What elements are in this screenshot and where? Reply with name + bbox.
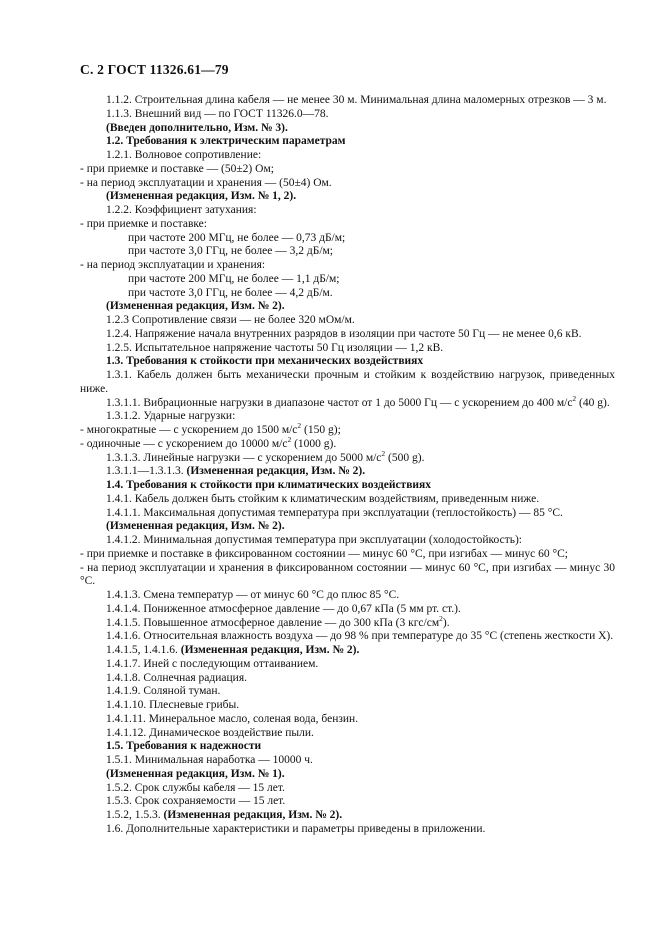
paragraph: 1.1.3. Внешний вид — по ГОСТ 11326.0—78. — [106, 107, 329, 120]
paragraph: 1.3.1. Кабель должен быть механически прочным и стойким к воздействию нагрузок, приведенных ниже. — [80, 369, 615, 395]
paragraph: 1.4.1.9. Соляной туман. — [106, 685, 221, 698]
paragraph: 1.4.1.1. Максимальная допустимая температура при эксплуатации (теплостойкость) — 85 °С. — [106, 506, 563, 519]
page-header: С. 2 ГОСТ 11326.61—79 — [80, 62, 229, 77]
paragraph: при частоте 3,0 ГГц, не более — 4,2 дБ/м. — [128, 286, 333, 299]
paragraph: 1.5.3. Срок сохраняемости — 15 лет. — [106, 795, 286, 808]
paragraph: 1.6. Дополнительные характеристики и параметры приведены в приложении. — [106, 822, 486, 835]
section-heading: 1.2. Требования к электрическим параметрам — [106, 135, 346, 148]
section-heading: 1.3. Требования к стойкости при механических воздействиях — [106, 355, 424, 368]
paragraph: при частоте 200 МГц, не более — 0,73 дБ/м; — [128, 231, 346, 244]
paragraph: 1.3.1.1—1.3.1.3. (Измененная редакция, Изм. № 2). — [106, 465, 366, 478]
paragraph: 1.5.1. Минимальная наработка — 10000 ч. — [106, 754, 313, 766]
section-heading: (Введен дополнительно, Изм. № 3). — [106, 121, 288, 134]
paragraph: при частоте 200 МГц, не более — 1,1 дБ/м; — [128, 272, 340, 285]
paragraph: - на период эксплуатации и хранения: — [80, 259, 266, 271]
paragraph: 1.4.1.5, 1.4.1.6. (Измененная редакция, Изм. № 2). — [106, 644, 360, 656]
paragraph: 1.1.2. Строительная длина кабеля — не менее 30 м. Минимальная длина маломерных отрезков — 3 м. — [106, 94, 607, 106]
paragraph: 1.2.2. Коэффициент затухания: — [106, 204, 257, 216]
paragraph: 1.4.1.11. Минеральное масло, соленая вода, бензин. — [106, 712, 359, 725]
paragraph: 1.4.1.4. Пониженное атмосферное давление — до 0,67 кПа (5 мм рт. ст.). — [106, 602, 461, 615]
paragraph: - на период эксплуатации и хранения в фиксированном состоянии — минус 60 °С, при изгибах — минус 30 °С. — [80, 561, 615, 588]
paragraph: 1.3.1.2. Ударные нагрузки: — [106, 410, 236, 423]
paragraph: 1.3.1.3. Линейные нагрузки — с ускорением до 5000 $м/с^2$ (500 g). — [106, 448, 425, 464]
paragraph: 1.4.1.6. Относительная влажность воздуха — до 98 % при температуре до 35 °С (степень жесткости X). — [106, 630, 614, 643]
section-heading: 1.4. Требования к стойкости при климатических воздействиях — [106, 479, 432, 491]
document-body — [80, 94, 615, 837]
paragraph: 1.2.3 Сопротивление связи — не более 320 мОм/м. — [106, 314, 355, 326]
paragraph: - при приемке и поставке: — [80, 217, 207, 230]
section-heading: (Измененная редакция, Изм. № 1). — [106, 767, 285, 780]
paragraph: 1.4.1.2. Минимальная допустимая температура при эксплуатации (холодостойкость): — [106, 534, 522, 546]
paragraph: 1.2.4. Напряжение начала внутренних разрядов в изоляции при частоте 50 Гц — не менее 0,6 кВ. — [106, 327, 582, 340]
section-heading: (Измененная редакция, Изм. № 2). — [106, 520, 285, 533]
paragraph: - многократные — с ускорением до 1500 $м/с^2$ (150 g); — [80, 421, 341, 436]
paragraph: 1.2.5. Испытательное напряжение частоты 50 Гц изоляции — 1,2 кВ. — [106, 341, 444, 354]
paragraph: 1.4.1.5. Повышенное атмосферное давление — до 300 кПа (3 кгс/$см^2$). — [106, 613, 450, 629]
paragraph: 1.5.2. Срок службы кабеля — 15 лет. — [106, 781, 285, 794]
paragraph: 1.3.1.1. Вибрационные нагрузки в диапазоне частот от 1 до 5000 Гц — с ускорением до 400 $м/с^2$ (40 g). — [106, 393, 610, 409]
paragraph: - на период эксплуатации и хранения — (50±4) Ом. — [80, 176, 332, 189]
paragraph: - при приемке и поставке в фиксированном состоянии — минус 60 °С, при изгибах — минус 60 °С; — [80, 547, 568, 560]
paragraph: - при приемке и поставке — (50±2) Ом; — [80, 162, 274, 175]
paragraph: при частоте 3,0 ГГц, не более — 3,2 дБ/м; — [128, 245, 334, 258]
section-heading: (Измененная редакция, Изм. № 1, 2). — [106, 190, 297, 203]
section-heading: (Измененная редакция, Изм. № 2). — [106, 300, 285, 313]
paragraph: 1.2.1. Волновое сопротивление: — [106, 149, 262, 161]
paragraph: 1.4.1.8. Солнечная радиация. — [106, 671, 247, 684]
paragraph: 1.4.1.10. Плесневые грибы. — [106, 699, 240, 711]
section-heading: 1.5. Требования к надежности — [106, 740, 262, 753]
paragraph: 1.4.1. Кабель должен быть стойким к климатическим воздействиям, приведенным ниже. — [106, 492, 540, 505]
paragraph: 1.4.1.7. Иней с последующим оттаиванием. — [106, 657, 319, 670]
paragraph: 1.5.2, 1.5.3. (Измененная редакция, Изм. № 2). — [106, 809, 343, 821]
paragraph: - одиночные — с ускорением до 10000 $м/с^2$ (1000 g). — [80, 434, 337, 450]
paragraph: 1.4.1.12. Динамическое воздействие пыли. — [106, 726, 314, 739]
paragraph: 1.4.1.3. Смена температур — от минус 60 °С до плюс 85 °С. — [106, 589, 400, 601]
